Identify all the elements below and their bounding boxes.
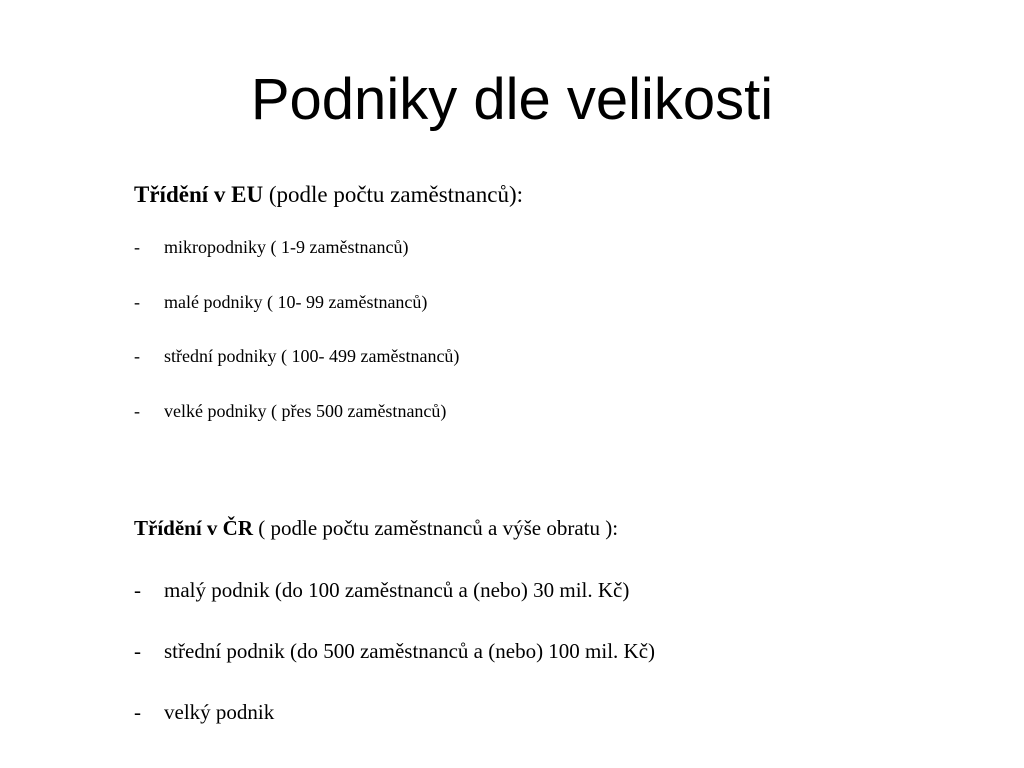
list-item-text: velký podnik	[164, 700, 275, 724]
cr-list-item-medium	[134, 637, 655, 665]
eu-list-item-small	[134, 290, 427, 314]
cr-heading-bold: Třídění v ČR	[134, 516, 254, 540]
cr-list-item-small	[134, 576, 629, 604]
eu-section-heading	[134, 180, 523, 210]
eu-list-item-medium	[134, 344, 459, 368]
list-dash: -	[134, 700, 141, 724]
list-dash: -	[134, 639, 141, 663]
list-item-text: střední podnik (do 500 zaměstnanců a (nebo) 100 mil. Kč)	[164, 639, 656, 663]
list-item-text: mikropodniky ( 1-9 zaměstnanců)	[164, 237, 409, 257]
list-dash: -	[134, 401, 140, 421]
eu-list-item-micro	[134, 235, 408, 259]
list-dash: -	[134, 578, 141, 602]
list-dash: -	[134, 346, 140, 366]
cr-list-item-large	[134, 698, 274, 726]
cr-heading-rest: ( podle počtu zaměstnanců a výše obratu ):	[253, 516, 619, 540]
list-item-text: malý podnik (do 100 zaměstnanců a (nebo) 30 mil. Kč)	[164, 578, 630, 602]
cr-section-heading	[134, 514, 618, 542]
list-item-text: střední podniky ( 100- 499 zaměstnanců)	[164, 346, 460, 366]
list-dash: -	[134, 237, 140, 257]
list-dash: -	[134, 292, 140, 312]
eu-heading-rest: (podle počtu zaměstnanců):	[263, 182, 524, 207]
list-item-text: velké podniky ( přes 500 zaměstnanců)	[164, 401, 447, 421]
eu-list-item-large	[134, 399, 446, 423]
list-item-text: malé podniky ( 10- 99 zaměstnanců)	[164, 292, 428, 312]
eu-heading-bold: Třídění v EU	[134, 182, 264, 207]
slide-title: Podniky dle velikosti	[250, 67, 774, 132]
